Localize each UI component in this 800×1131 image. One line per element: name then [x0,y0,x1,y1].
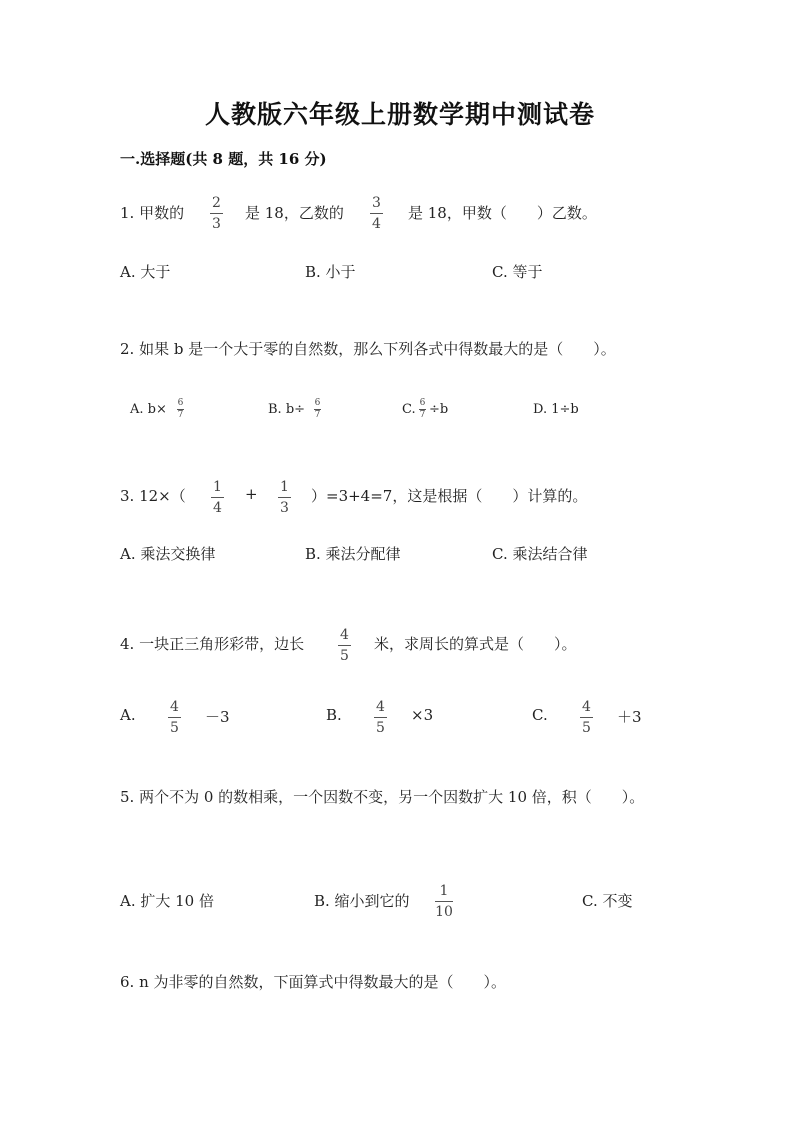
q4-option-c-fraction [580,700,593,735]
fraction-denominator: 7 [177,410,184,420]
fraction-denominator: 7 [419,410,426,420]
fraction-bar [580,717,593,718]
q4-fraction-numerator: 4 [340,627,349,643]
q2-text: 2. 如果 b 是一个大于零的自然数，那么下列各式中得数最大的是（ ）。 [120,340,616,358]
q4-text-a: 4. 一块正三角形彩带，边长 [120,635,305,653]
q4-option-a-fraction [168,700,181,735]
q1-option-c: C. 等于 [492,263,543,281]
q1-fraction-1-numerator: 2 [212,195,221,211]
q5-option-a: A. 扩大 10 倍 [120,892,214,910]
q3-fraction-1 [211,480,224,515]
fraction-bar [211,497,224,498]
q3-text-a: 3. 12×（ [120,487,186,505]
fraction-numerator: 6 [314,398,321,408]
q1-fraction-2-numerator: 3 [372,195,381,211]
q3-plus: + [245,485,258,503]
fraction-bar [168,717,181,718]
q3-fraction-2-denominator: 3 [280,500,289,516]
q3-option-c: C. 乘法结合律 [492,545,588,563]
q3-text-c: ）=3+4=7，这是根据（ ）计算的。 [311,487,588,505]
q1-fraction-2 [370,196,383,231]
q1-text-b: 是 18，乙数的 [245,204,344,222]
fraction-bar [374,717,387,718]
q4-option-c-operation: ＋3 [617,708,642,726]
section-heading: 一.选择题(共 8 题，共 16 分) [120,150,327,168]
fraction-denominator: 5 [376,720,385,736]
fraction-numerator: 4 [376,699,385,715]
q5-text: 5. 两个不为 0 的数相乘，一个因数不变，另一个因数扩大 10 倍，积（ ）。 [120,788,645,806]
q3-option-a: A. 乘法交换律 [120,545,216,563]
q3-fraction-2 [278,480,291,515]
fraction-bar [210,213,223,214]
q3-fraction-1-denominator: 4 [213,500,222,516]
q4-fraction [338,628,351,663]
q2-option-d: D. 1÷b [533,402,579,417]
q2-option-c: C. [402,402,416,417]
fraction-numerator: 6 [177,398,184,408]
q3-fraction-1-numerator: 1 [213,479,222,495]
q1-fraction-2-denominator: 4 [372,216,381,232]
q3-fraction-2-numerator: 1 [280,479,289,495]
q4-option-a-label: A. [120,706,136,724]
q4-fraction-denominator: 5 [340,648,349,664]
fraction-bar [370,213,383,214]
q1-text-c: 是 18，甲数（ ）乙数。 [408,204,597,222]
fraction-numerator: 4 [582,699,591,715]
q2-option-a-fraction [177,399,184,420]
q1-fraction-1 [210,196,223,231]
fraction-bar [278,497,291,498]
q4-option-c-label: C. [532,706,548,724]
fraction-bar [435,901,453,902]
q1-option-a: A. 大于 [120,263,171,281]
q4-option-b-label: B. [326,706,342,724]
fraction-bar [338,645,351,646]
fraction-denominator: 10 [435,904,453,920]
q1-fraction-1-denominator: 3 [212,216,221,232]
q2-option-c-rest: ÷b [429,402,449,417]
q2-option-c-fraction [419,399,426,420]
q5-option-b: B. 缩小到它的 [314,892,410,910]
fraction-denominator: 5 [582,720,591,736]
page-title: 人教版六年级上册数学期中测试卷 [204,100,595,129]
q2-option-a: A. b× [130,402,167,417]
q5-option-c: C. 不变 [582,892,633,910]
q4-option-b-fraction [374,700,387,735]
q2-option-b: B. b÷ [268,402,306,417]
fraction-numerator: 4 [170,699,179,715]
q1-option-b: B. 小于 [305,263,356,281]
fraction-denominator: 7 [314,410,321,420]
fraction-denominator: 5 [170,720,179,736]
fraction-numerator: 1 [439,883,449,899]
q3-option-b: B. 乘法分配律 [305,545,401,563]
q6-text: 6. n 为非零的自然数，下面算式中得数最大的是（ ）。 [120,973,507,991]
q4-text-c: 米，求周长的算式是（ ）。 [374,635,577,653]
q4-option-a-operation: －3 [205,708,230,726]
q1-text-a: 1. 甲数的 [120,204,185,222]
q5-option-b-fraction [435,884,453,919]
fraction-numerator: 6 [419,398,426,408]
q4-option-b-operation: ×3 [411,706,434,724]
q2-option-b-fraction [314,399,321,420]
